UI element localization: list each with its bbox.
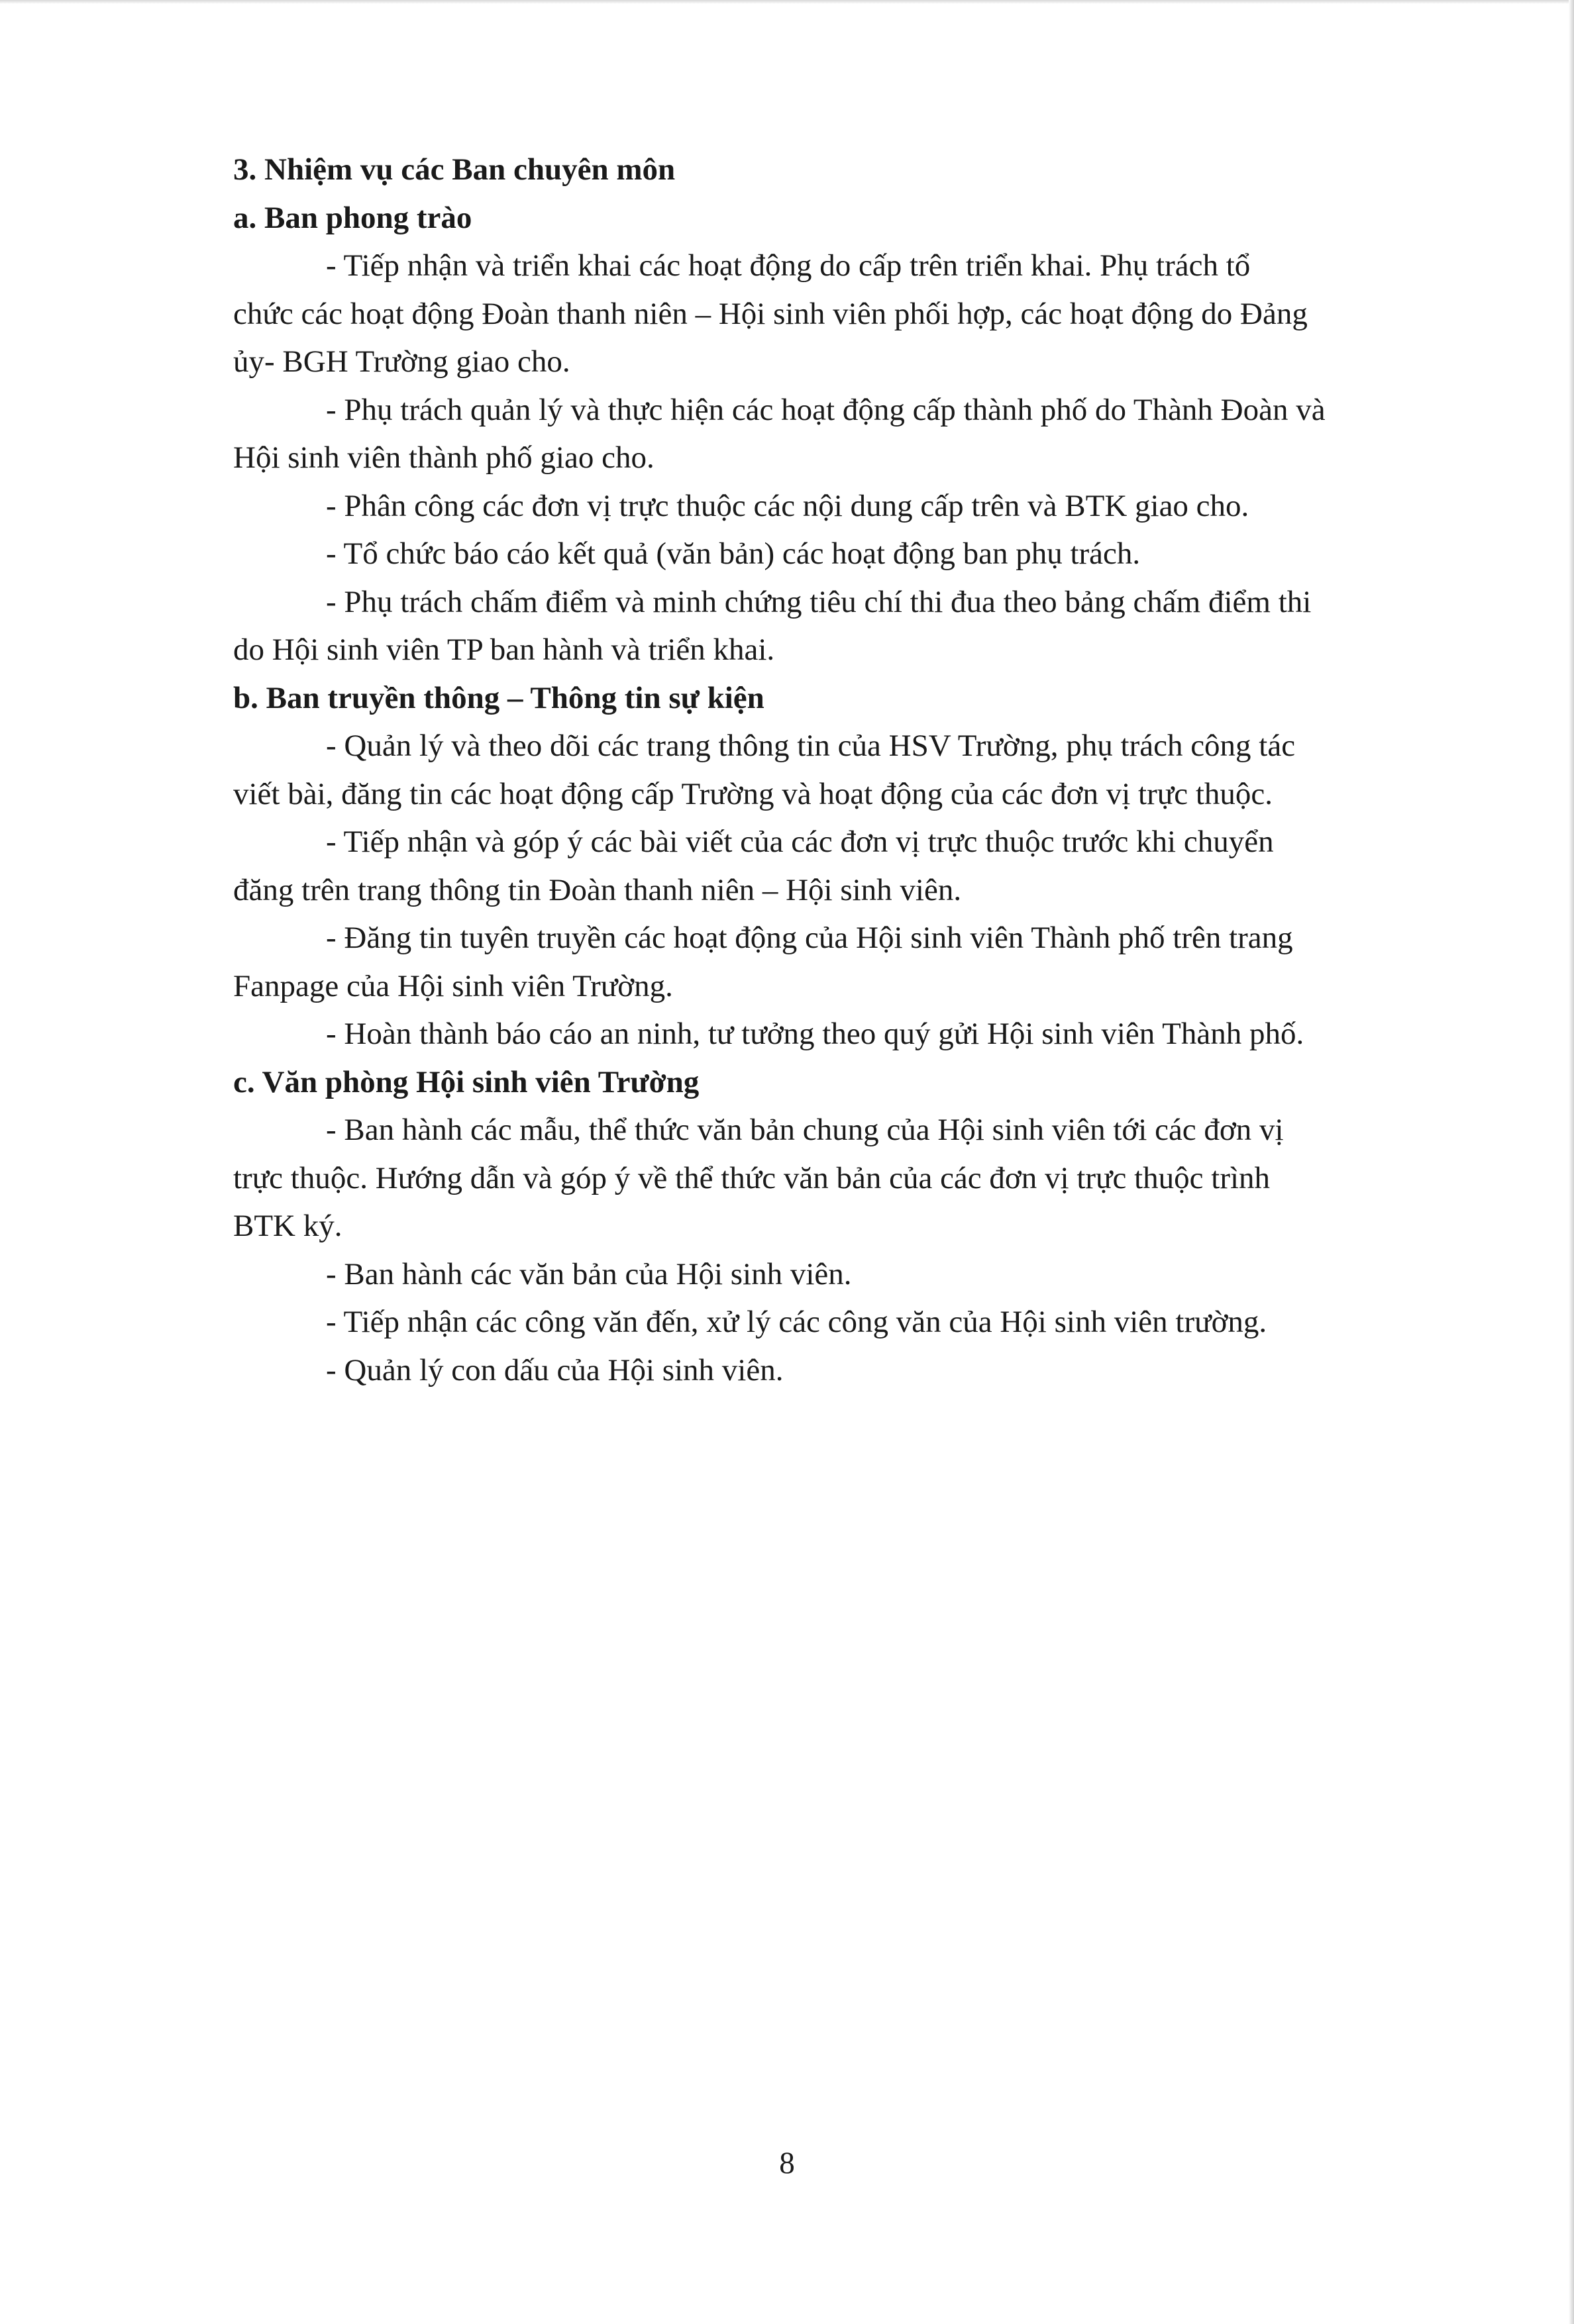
paragraph-line: - Tổ chức báo cáo kết quả (văn bản) các hoạt động ban phụ trách.	[326, 536, 1141, 571]
section-heading: 3. Nhiệm vụ các Ban chuyên môn	[233, 152, 676, 187]
paragraph-line: - Tiếp nhận và triển khai các hoạt động do cấp trên triển khai. Phụ trách tổ	[326, 248, 1251, 283]
paragraph-line: - Đăng tin tuyên truyền các hoạt động của Hội sinh viên Thành phố trên trang	[326, 921, 1293, 955]
paragraph-line: BTK ký.	[233, 1209, 342, 1243]
subsection-heading-c: c. Văn phòng Hội sinh viên Trường	[233, 1064, 700, 1099]
paragraph-line: - Ban hành các mẫu, thể thức văn bản chung của Hội sinh viên tới các đơn vị	[326, 1113, 1284, 1147]
paragraph-line: Fanpage của Hội sinh viên Trường.	[233, 968, 673, 1003]
paragraph-line: viết bài, đăng tin các hoạt động cấp Trường và hoạt động của các đơn vị trực thuộc.	[233, 776, 1273, 811]
paragraph-line: - Hoàn thành báo cáo an ninh, tư tưởng theo quý gửi Hội sinh viên Thành phố.	[326, 1017, 1304, 1051]
subsection-heading-b: b. Ban truyền thông – Thông tin sự kiện	[233, 680, 764, 715]
scan-right-edge	[1569, 0, 1574, 2324]
paragraph-line: - Quản lý và theo dõi các trang thông tin của HSV Trường, phụ trách công tác	[326, 729, 1296, 763]
paragraph-line: - Tiếp nhận và góp ý các bài viết của các đơn vị trực thuộc trước khi chuyển	[326, 825, 1274, 859]
subsection-heading-a: a. Ban phong trào	[233, 200, 472, 235]
page-number: 8	[779, 2146, 795, 2180]
paragraph-line: - Phụ trách chấm điểm và minh chứng tiêu chí thi đua theo bảng chấm điểm thi	[326, 584, 1312, 619]
paragraph-line: Hội sinh viên thành phố giao cho.	[233, 440, 655, 475]
paragraph-line: trực thuộc. Hướng dẫn và góp ý về thể thức văn bản của các đơn vị trực thuộc trình	[233, 1160, 1271, 1195]
paragraph-line: - Phân công các đơn vị trực thuộc các nội dung cấp trên và BTK giao cho.	[326, 488, 1249, 523]
paragraph-line: ủy- BGH Trường giao cho.	[233, 344, 570, 379]
scan-top-edge	[0, 0, 1574, 4]
paragraph-line: - Tiếp nhận các công văn đến, xử lý các công văn của Hội sinh viên trường.	[326, 1305, 1267, 1339]
paragraph-line: - Phụ trách quản lý và thực hiện các hoạt động cấp thành phố do Thành Đoàn và	[326, 392, 1326, 427]
paragraph-line: chức các hoạt động Đoàn thanh niên – Hội sinh viên phối hợp, các hoạt động do Đảng	[233, 296, 1308, 331]
paragraph-line: đăng trên trang thông tin Đoàn thanh niên – Hội sinh viên.	[233, 872, 962, 907]
paragraph-line: - Ban hành các văn bản của Hội sinh viên.	[326, 1256, 852, 1291]
paragraph-line: - Quản lý con dấu của Hội sinh viên.	[326, 1352, 784, 1388]
document-body	[233, 146, 1439, 1394]
paragraph-line: do Hội sinh viên TP ban hành và triển khai.	[233, 632, 775, 667]
